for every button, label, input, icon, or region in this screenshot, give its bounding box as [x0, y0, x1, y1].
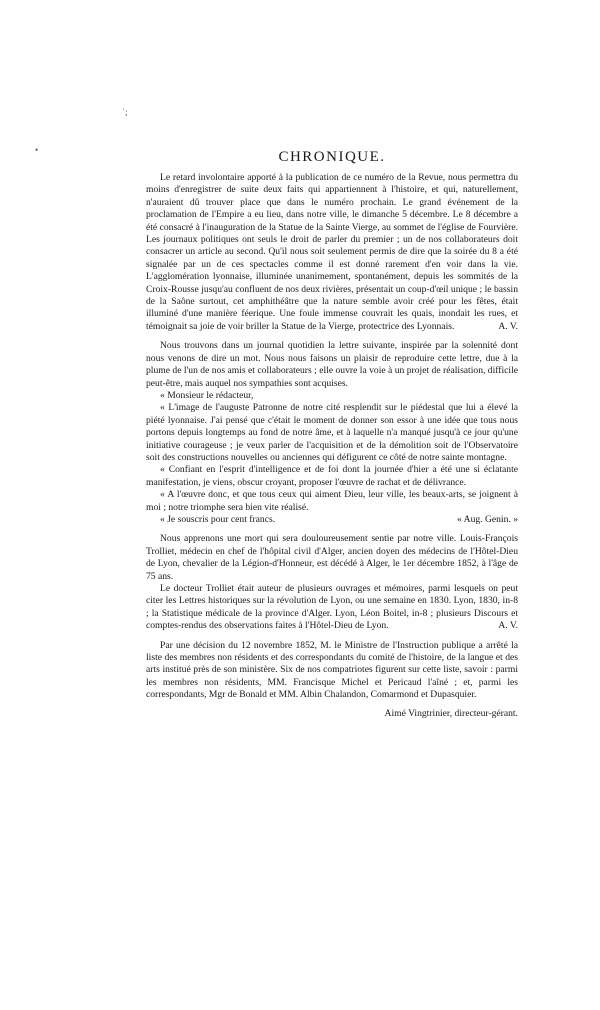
paragraph-text: Le retard involontaire apporté à la publication de ce numéro de la Revue, nous permettra du moins d'enregistrer de suite deux faits qui appartiennent à l'histoire, et qui, naturellement, n'auraient dû trouver place que dans le numéro prochain. Le grand événement de la proclamation de l'Empire a eu lieu, dans notre ville, le dimanche 5 décembre. Le 8 décembre a été consacré à l'inauguration de la Statue de la Sainte Vierge, au sommet de l'église de Fourvière. Les journaux politiques ont seuls le droit de parler du premier ; un de nos collaborateurs doit consacrer un article au second. Qu'il nous soit seulement permis de dire que la soirée du 8 a été signalée par un de ces spectacles comme il est donné rarement d'en voir dans la vie. L'agglomération lyonnaise, illuminée unanimement, spontanément, depuis les sommités de la Croix-Rousse jusqu'au confluent de nos deux rivières, présentait un coup-d'œil unique ; le bassin de la Saône surtout, cet amphithéâtre que la nature semble avoir créé pour les fêtes, était illuminé d'une manière féerique. Une foule immense couvrait les quais, inondait les rues, et témoignait sa joie de voir briller la Statue de la Vierge, protectrice des Lyonnais.: [146, 172, 518, 332]
paragraph-empire: [146, 172, 518, 333]
page-title: CHRONIQUE.: [278, 149, 386, 165]
ink-speck: ˈ;: [122, 107, 128, 117]
signature-initials: A. V.: [498, 320, 518, 332]
letter-paragraph: « Confiant en l'esprit d'intelligence et de foi dont la journée d'hier a été une si éclatante manifestation, je viens, obscur croyant, proposer l'œuvre de rachat et de délivrance.: [146, 464, 518, 488]
signature-initials: A. V.: [498, 620, 518, 632]
letter-salutation: « Monsieur le rédacteur,: [160, 389, 254, 401]
editor-signature: Aimé Vingtrinier, directeur-gérant.: [384, 707, 518, 719]
paragraph-ministry: Par une décision du 12 novembre 1852, M. le Ministre de l'Instruction publique a arrêté la liste des membres non résidents et des correspondants du comité de l'histoire, de la langue et des arts institué près de son ministère. Six de nos compatriotes figurent sur cette liste, savoir : parmi les membres non résidents, MM. Francisque Michel et Pericaud l'aîné ; et, parmi les correspondants, Mgr de Bonald et MM. Albin Chalandon, Comarmond et Dupasquier.: [146, 639, 518, 701]
letter-paragraph: « A l'œuvre donc, et que tous ceux qui aiment Dieu, leur ville, les beaux-arts, se joignent à moi ; notre triomphe sera bien vite réalisé.: [146, 489, 518, 513]
paragraph-text: Le docteur Trolliet était auteur de plusieurs ouvrages et mémoires, parmi lesquels on peut citer les Lettres historiques sur la révolution de Lyon, ou une semaine en 1830. Lyon, 1830, in-8 ; la Statistique médicale de la province d'Alger. Lyon, Léon Boitel, in-8 ; plusieurs Discours et comptes-rendus des observations faites à l'Hôtel-Dieu de Lyon.: [146, 583, 518, 632]
letter-subscription: « Je souscris pour cent francs.: [160, 513, 276, 525]
ink-speck: •: [35, 145, 39, 155]
letter-closing: [146, 514, 518, 526]
letter-paragraph: « L'image de l'auguste Patronne de notre cité resplendit sur le piédestal que lui a élevé la piété lyonnaise. J'ai pensé que c'était le moment de donner son essor à une idée que tous nous portons depuis longtemps au fond de notre âme, et à laquelle n'a manqué jusqu'à ce jour qu'une initiative courageuse ; je veux parler de l'acquisition et de la démolition soit de l'Observatoire soit des constructions nouvelles ou anciennes qui défigurent ce côté de notre sainte montagne.: [146, 402, 518, 463]
paragraph-works: [146, 583, 518, 633]
paragraph-obituary: Nous apprenons une mort qui sera douloureusement sentie par notre ville. Louis-François Trolliet, médecin en chef de l'hôpital civil d'Alger, ancien doyen des médecins de l'Hôtel-Dieu de Lyon, chevalier de la Légion-d'Honneur, est décédé à Alger, le 1er décembre 1852, à l'âge de 75 ans.: [146, 533, 518, 582]
letter-signature: « Aug. Genin. »: [456, 513, 518, 525]
page-content: [146, 148, 518, 720]
paragraph-letter-intro: Nous trouvons dans un journal quotidien la lettre suivante, inspirée par la solennité dont nous venons de dire un mot. Nous nous faisons un plaisir de reproduire cette lettre, due à la plume de l'un de nos amis et collaborateurs ; elle ouvre la voie à un projet de réalisation, difficile peut-être, mais auquel nos sympathies sont acquises.: [146, 340, 518, 389]
